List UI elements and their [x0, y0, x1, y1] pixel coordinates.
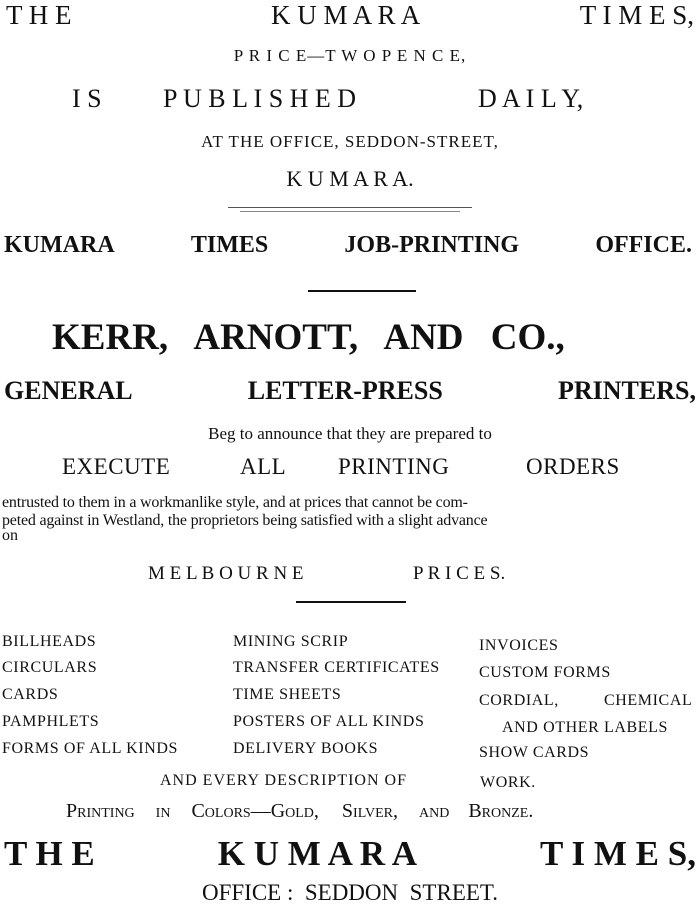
published-daily: D A I L Y,: [478, 84, 584, 113]
town-line: K U M A R A.: [286, 166, 414, 191]
execute-orders: ORDERS: [526, 454, 620, 479]
masthead-word-kumara: K U M A R A: [270, 0, 421, 30]
job-word-kumara: KUMARA: [4, 232, 115, 258]
list-item: INVOICES: [479, 637, 559, 654]
colors-silver: Silver,: [341, 800, 398, 822]
footer-word-kumara: K U M A R A: [217, 834, 418, 873]
list-item: CARDS: [2, 686, 59, 703]
execute-word: EXECUTE: [62, 454, 171, 479]
firm-name: [0, 316, 700, 359]
masthead-word-times: T I M E S,: [579, 0, 694, 30]
list-item: TIME SHEETS: [233, 686, 342, 703]
trade-letterpress: LETTER-PRESS: [247, 376, 443, 405]
trade-general: GENERAL: [4, 376, 133, 405]
list-item: MINING SCRIP: [233, 633, 349, 650]
body-text-1: entrusted to them in a workmanlike style, and at prices that cannot be com-: [2, 494, 468, 511]
melbourne-word: M E L B O U R N E: [148, 563, 304, 584]
list-item: DELIVERY BOOKS: [233, 740, 379, 757]
firm-trade-line: [0, 376, 700, 406]
office-address-line: AT THE OFFICE, SEDDON-STREET,: [201, 132, 499, 151]
colors-printing: Printing: [66, 800, 135, 822]
colors-and: and: [418, 800, 450, 822]
trade-printers: PRINTERS,: [558, 376, 696, 405]
published-word: P U B L I S H E D: [163, 84, 357, 113]
job-office-heading: [0, 232, 700, 259]
colors-colors: Colors—Gold,: [191, 800, 319, 822]
list-item: CORDIAL,: [479, 692, 559, 709]
job-word-times: TIMES: [190, 232, 269, 258]
job-word-office: OFFICE.: [595, 232, 692, 258]
execute-all: ALL: [240, 454, 287, 479]
list-item: SHOW CARDS: [479, 744, 590, 761]
list-item: CIRCULARS: [2, 659, 98, 676]
list-item: CUSTOM FORMS: [479, 664, 611, 681]
footer-word-times: T I M E S,: [540, 834, 696, 873]
work-word: WORK.: [480, 774, 536, 791]
body-text-3: on: [2, 527, 18, 544]
masthead-divider-2: [240, 211, 460, 212]
list-item: PAMPHLETS: [2, 713, 100, 730]
footer-office-line: OFFICE : SEDDON STREET.: [201, 880, 499, 905]
melbourne-rule: [296, 601, 406, 603]
announce-line: Beg to announce that they are prepared to: [208, 424, 492, 443]
masthead-divider: [228, 207, 472, 208]
colors-in: in: [155, 800, 171, 822]
job-word-jobprinting: JOB-PRINTING: [344, 232, 520, 258]
prices-word: P R I C E S.: [413, 563, 506, 584]
footer-title: [0, 834, 700, 874]
every-description-line: AND EVERY DESCRIPTION OF: [160, 772, 407, 789]
job-office-rule: [308, 290, 416, 292]
execute-printing: PRINTING: [338, 454, 450, 479]
list-item: CHEMICAL: [604, 692, 693, 709]
firm-name-text: KERR, ARNOTT, AND CO.,: [52, 317, 565, 358]
published-is: I S: [72, 84, 102, 113]
footer-word-the: T H E: [4, 834, 95, 873]
price-line: P R I C E—T W O P E N C E,: [233, 46, 467, 65]
body-text-2: peted against in Westland, the proprietors being satisfied with a slight advance: [2, 512, 488, 529]
list-item: TRANSFER CERTIFICATES: [233, 659, 440, 676]
list-item: FORMS OF ALL KINDS: [2, 740, 179, 757]
masthead-title: [0, 0, 700, 31]
list-item: BILLHEADS: [2, 633, 97, 650]
masthead-word-the: T H E: [6, 0, 72, 30]
colors-bronze: Bronze.: [468, 800, 534, 822]
list-item: POSTERS OF ALL KINDS: [233, 713, 425, 730]
list-item: AND OTHER LABELS: [502, 719, 669, 736]
